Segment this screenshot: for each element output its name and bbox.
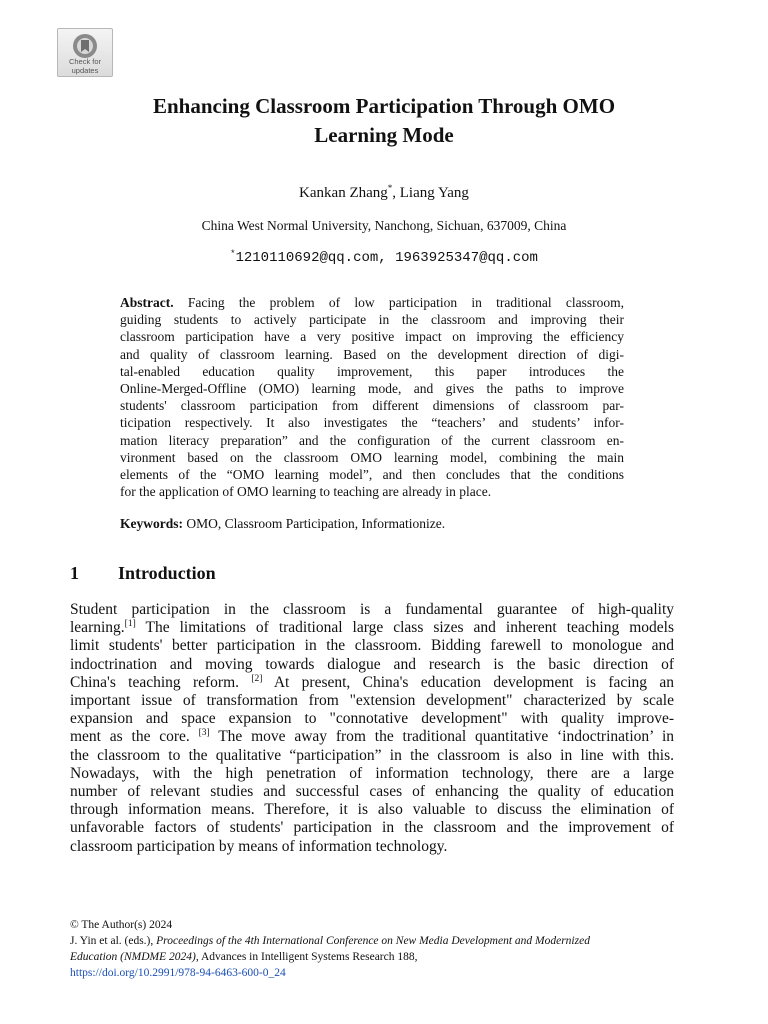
body-text: The limitations of traditional large class sizes and inherent teaching models bbox=[135, 619, 674, 637]
author-emails[interactable] bbox=[0, 249, 768, 267]
author-separator: , bbox=[392, 185, 400, 201]
proceedings-title-cont: Education (NMDME 2024) bbox=[70, 951, 196, 963]
section-number: 1 bbox=[70, 563, 79, 583]
abstract-label: Abstract. bbox=[120, 295, 174, 310]
badge-line-2: updates bbox=[71, 65, 99, 75]
abstract-line: students' classroom participation from different dimensions of classroom par- bbox=[120, 398, 624, 414]
proceedings-title: Proceedings of the 4th International Conference on New Media Development and Modernized bbox=[156, 935, 590, 947]
body-line: number of relevant studies and successful cases of enhancing the quality of education bbox=[70, 783, 674, 801]
abstract bbox=[120, 294, 624, 500]
abstract-line: tal-enabled education quality improvement, this paper introduces the bbox=[120, 363, 624, 379]
body-text: At present, China's education development is facing an bbox=[262, 673, 674, 691]
badge-line-1: Check for bbox=[68, 57, 102, 66]
body-line: expansion and space expansion to "connotative development" with quality improve- bbox=[70, 710, 674, 728]
body-text: China's teaching reform. bbox=[70, 673, 252, 691]
body-line bbox=[70, 619, 674, 637]
copyright-notice: © The Author(s) 2024 bbox=[70, 919, 173, 931]
body-line: indoctrination and moving towards dialogue and research is the basic direction of bbox=[70, 655, 674, 673]
abstract-line: Online-Merged-Offline (OMO) learning mode, and gives the paths to improve bbox=[120, 381, 624, 397]
abstract-text: Facing the problem of low participation in traditional classroom, bbox=[173, 295, 624, 310]
body-line: limit students' better participation in the classroom. Bidding farewell to monologue and bbox=[70, 637, 674, 655]
body-text: The move away from the traditional quantitative ‘indoctrination’ in bbox=[209, 728, 675, 746]
abstract-line: mation literacy preparation” and the configuration of the current classroom en- bbox=[120, 432, 624, 448]
abstract-line bbox=[120, 294, 624, 311]
check-for-updates-badge[interactable] bbox=[57, 28, 113, 77]
editors: J. Yin et al. (eds.), bbox=[70, 935, 157, 947]
keywords-label: Keywords: bbox=[120, 516, 183, 531]
body-line bbox=[70, 674, 674, 692]
section-heading bbox=[70, 562, 216, 584]
body-text: ment as the core. bbox=[70, 728, 199, 746]
title-line-1: Enhancing Classroom Participation Through OMO bbox=[152, 94, 616, 118]
citation-line bbox=[70, 933, 710, 949]
body-line: the classroom to the qualitative “participation” in the classroom is also in line with this. bbox=[70, 746, 674, 764]
citation-ref[interactable]: [3] bbox=[198, 728, 210, 739]
citation-ref[interactable]: [1] bbox=[124, 619, 136, 630]
series-info: , Advances in Intelligent Systems Research 188, bbox=[195, 951, 418, 963]
title-line-2: Learning Mode bbox=[314, 123, 454, 147]
abstract-line: vironment based on the classroom OMO learning model, combining the main bbox=[120, 449, 624, 465]
abstract-line: for the application of OMO learning to teaching are already in place. bbox=[120, 484, 492, 500]
email-text: 1210110692@qq.com, 1963925347@qq.com bbox=[235, 250, 538, 266]
corresponding-mark: * bbox=[387, 183, 393, 193]
bookmark-ribbon-icon bbox=[72, 33, 98, 59]
author-2: Liang Yang bbox=[399, 185, 469, 201]
body-line: unfavorable factors of students' participation in the classroom and the improvement of bbox=[70, 819, 674, 837]
body-line: important issue of transformation from "extension development" characterized by scale bbox=[70, 692, 674, 710]
affiliation: China West Normal University, Nanchong, Sichuan, 637009, China bbox=[201, 218, 567, 233]
abstract-line: elements of the “OMO learning model”, and then concludes that the conditions bbox=[120, 467, 624, 483]
author-list bbox=[0, 183, 768, 203]
abstract-line: and quality of classroom learning. Based on the development direction of digi- bbox=[120, 346, 624, 362]
abstract-line: ticipation respectively. It also investigates the “teachers’ and students’ infor- bbox=[120, 415, 624, 431]
badge-label bbox=[58, 58, 112, 75]
keywords-text: OMO, Classroom Participation, Informationize. bbox=[183, 516, 446, 531]
doi-link[interactable]: https://doi.org/10.2991/978-94-6463-600-0_24 bbox=[70, 967, 286, 979]
citation-ref[interactable]: [2] bbox=[251, 673, 263, 684]
keywords bbox=[120, 515, 624, 532]
abstract-line: classroom participation have a very positive impact on improving the efficiency bbox=[120, 329, 624, 345]
author-1: Kankan Zhang bbox=[299, 185, 388, 201]
publication-footer bbox=[70, 917, 710, 981]
body-line: classroom participation by means of information technology. bbox=[70, 837, 448, 855]
citation-line bbox=[70, 949, 710, 965]
email-mark: * bbox=[230, 249, 236, 259]
paper-title bbox=[0, 92, 768, 150]
body-line: Nowadays, with the high penetration of information technology, there are a large bbox=[70, 764, 674, 782]
introduction-body bbox=[70, 601, 674, 856]
body-line: through information means. Therefore, it is also valuable to discuss the elimination of bbox=[70, 801, 674, 819]
section-title: Introduction bbox=[118, 563, 216, 583]
body-text: learning. bbox=[70, 619, 125, 637]
body-line bbox=[70, 728, 674, 746]
body-line: Student participation in the classroom is a fundamental guarantee of high-quality bbox=[70, 601, 674, 618]
abstract-line: guiding students to actively participate in the classroom and improving their bbox=[120, 312, 624, 328]
